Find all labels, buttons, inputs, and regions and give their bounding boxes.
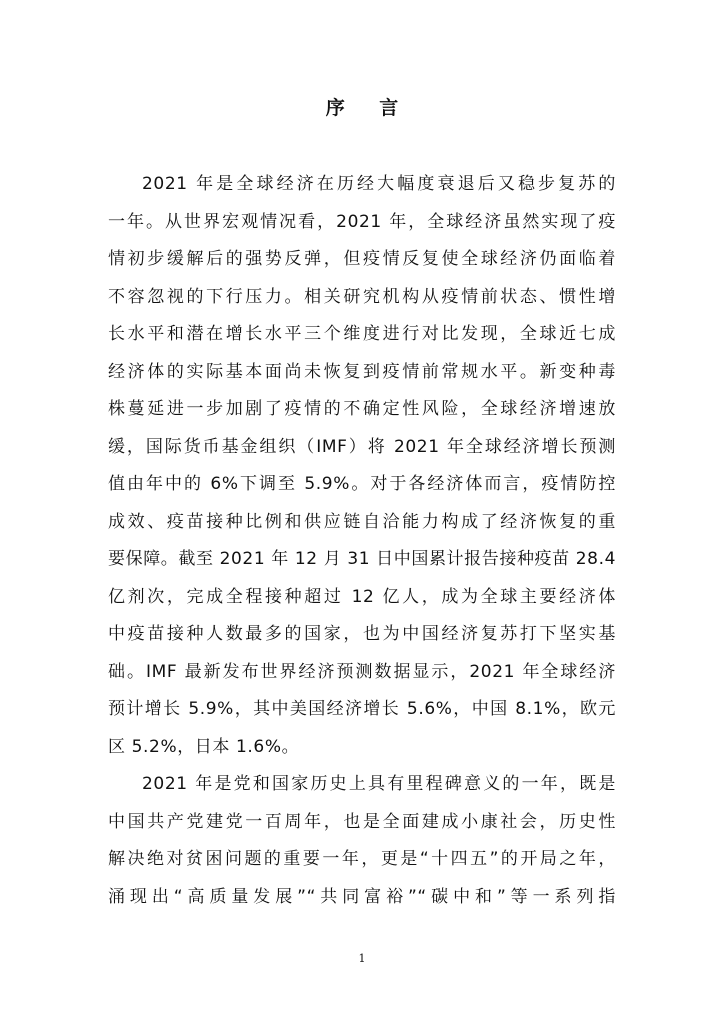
paragraph-line: 成效、疫苗接种比例和供应链自洽能力构成了经济恢复的重 <box>108 511 616 532</box>
paragraph-line: 2021 年是党和国家历史上具有里程碑意义的一年，既是 <box>142 774 616 794</box>
paragraph-line: 2021 年是全球经济在历经大幅度衰退后又稳步复苏的 <box>142 174 616 194</box>
paragraph-line: 亿剂次，完成全程接种超过 12 亿人，成为全球主要经济体 <box>108 586 616 607</box>
paragraph-line: 株蔓延进一步加剧了疫情的不确定性风险，全球经济增速放 <box>108 399 616 419</box>
paragraph-line: 中疫苗接种人数最多的国家，也为中国经济复苏打下坚实基 <box>108 624 616 644</box>
paragraph-line: 中国共产党建党一百周年，也是全面建成小康社会，历史性 <box>108 811 616 832</box>
paragraph-line: 经济体的实际基本面尚未恢复到疫情前常规水平。新变种毒 <box>108 361 616 382</box>
paragraph-line: 预计增长 5.9%，其中美国经济增长 5.6%，中国 8.1%，欧元 <box>108 699 616 719</box>
paragraph-line: 缓，国际货币基金组织（IMF）将 2021 年全球经济增长预测 <box>108 436 616 457</box>
paragraph-line: 础。IMF 最新发布世界经济预测数据显示，2021 年全球经济 <box>108 661 616 682</box>
paragraph-line: 情初步缓解后的强势反弹，但疫情反复使全球经济仍面临着 <box>108 249 616 269</box>
paragraph-line: 一年。从世界宏观情况看，2021 年，全球经济虽然实现了疫 <box>108 211 616 232</box>
page-number: 1 <box>358 952 366 965</box>
paragraph-line: 区 5.2%，日本 1.6%。 <box>108 736 300 757</box>
paragraph-line: 要保障。截至 2021 年 12 月 31 日中国累计报告接种疫苗 28.4 <box>108 549 617 569</box>
paragraph-line: 长水平和潜在增长水平三个维度进行对比发现，全球近七成 <box>108 324 616 344</box>
paragraph-line: 值由年中的 6%下调至 5.9%。对于各经济体而言，疫情防控 <box>108 474 616 494</box>
paragraph-line: 不容忽视的下行压力。相关研究机构从疫情前状态、惯性增 <box>108 286 616 307</box>
paragraph-line: 解决绝对贫困问题的重要一年，更是“十四五”的开局之年， <box>108 849 616 869</box>
paragraph-line: 涌现出“高质量发展”“共同富裕”“碳中和”等一系列指 <box>108 886 616 907</box>
page-title: 序 言 <box>325 97 413 119</box>
body-text <box>108 166 616 916</box>
